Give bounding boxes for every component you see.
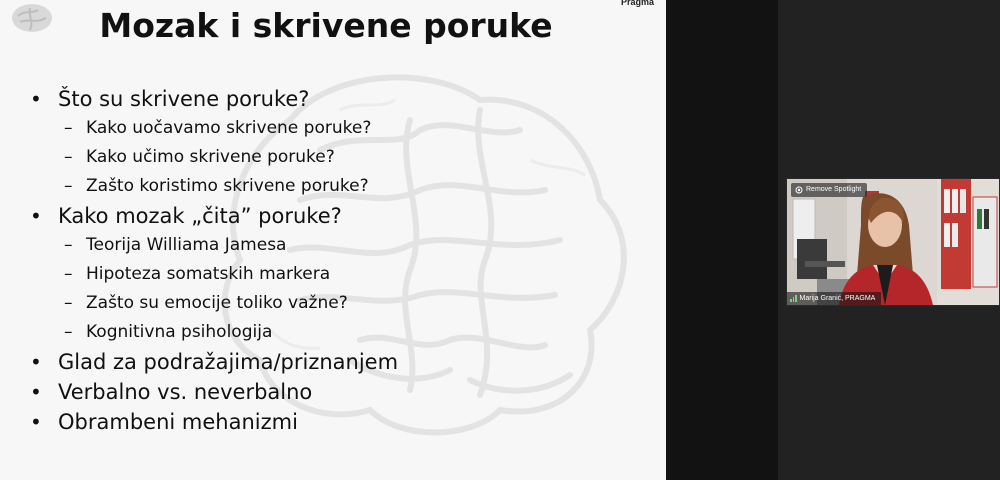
sub-bullet-text: Kako uočavamo skrivene poruke? [86, 118, 372, 138]
sub-bullet-item [30, 143, 398, 172]
sub-bullet-text: Zašto su emocije toliko važne? [86, 293, 348, 313]
bullet-item [30, 347, 398, 377]
bullet-text: Što su skrivene poruke? [58, 87, 310, 111]
dash-marker: – [64, 147, 73, 167]
spotlight-icon [795, 186, 803, 194]
meeting-side-panel [666, 0, 778, 480]
participant-video-tile[interactable] [786, 178, 1000, 306]
sub-bullet-item [30, 289, 398, 318]
sub-bullet-item [30, 318, 398, 347]
webcam-video-feed [787, 179, 999, 305]
bullet-text: Obrambeni mehanizmi [58, 410, 298, 434]
dash-marker: – [64, 264, 73, 284]
sub-bullet-text: Kognitivna psihologija [86, 322, 273, 342]
sub-bullet-item [30, 231, 398, 260]
sub-bullet-text: Kako učimo skrivene poruke? [86, 147, 335, 167]
bullet-item [30, 407, 398, 437]
bullet-text: Verbalno vs. neverbalno [58, 380, 313, 404]
dash-marker: – [64, 293, 73, 313]
sub-bullet-item [30, 260, 398, 289]
slide-title: Mozak i skrivene poruke [99, 6, 553, 45]
corner-brand-label: Pragma [620, 0, 654, 7]
dash-marker: – [64, 176, 73, 196]
bullet-item [30, 201, 398, 231]
bullet-text: Glad za podražajima/priznanjem [58, 350, 399, 374]
participant-name: Marija Granić, PRAGMA [799, 295, 876, 302]
signal-strength-icon [790, 295, 797, 302]
bullet-item [30, 84, 398, 114]
bullet-list [30, 84, 398, 437]
dash-marker: – [64, 235, 73, 255]
sub-bullet-item [30, 172, 398, 201]
dash-marker: – [64, 118, 73, 138]
remove-spotlight-button[interactable] [791, 183, 867, 197]
sub-bullet-item [30, 114, 398, 143]
remove-spotlight-label: Remove Spotlight [806, 186, 862, 193]
bullet-text: Kako mozak „čita” poruke? [58, 204, 342, 228]
participant-name-label [787, 292, 881, 305]
sub-bullet-text: Hipoteza somatskih markera [86, 264, 331, 284]
dash-marker: – [64, 322, 73, 342]
sub-bullet-text: Zašto koristimo skrivene poruke? [86, 176, 369, 196]
bullet-item [30, 377, 398, 407]
sub-bullet-text: Teorija Williama Jamesa [86, 235, 287, 255]
